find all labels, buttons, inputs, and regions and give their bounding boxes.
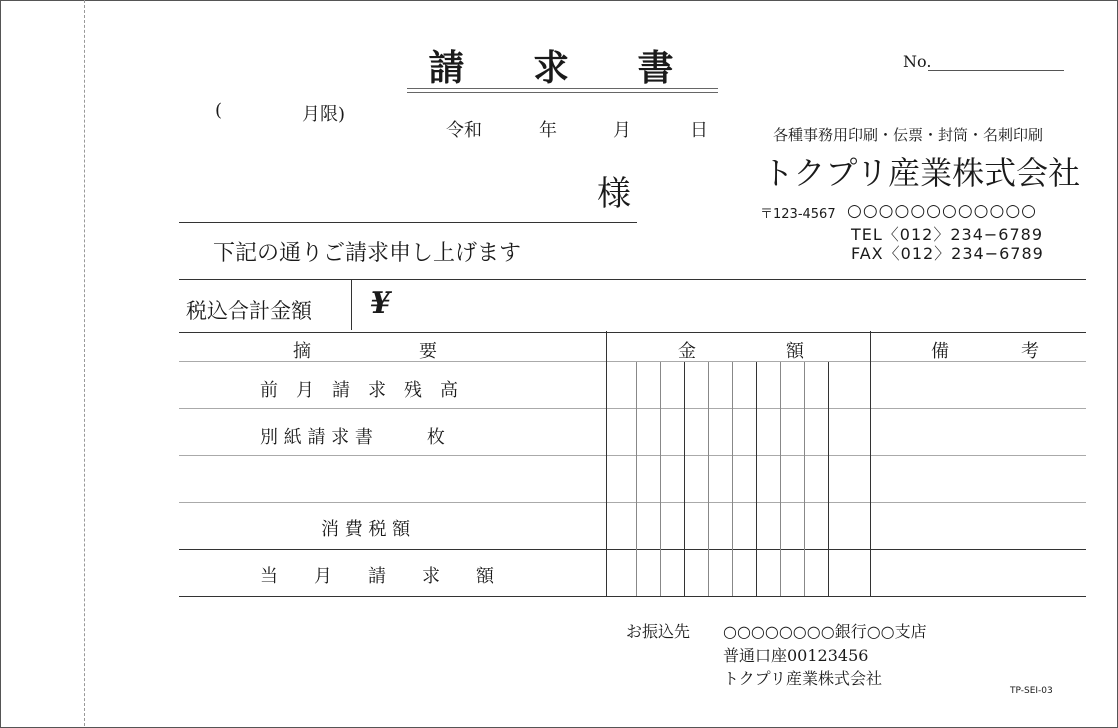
deadline-open-paren: ( <box>215 100 223 121</box>
digit-divider <box>708 362 709 596</box>
date-day-label: 日 <box>690 120 708 141</box>
digit-divider <box>756 362 757 596</box>
digit-divider <box>804 362 805 596</box>
invoice-table <box>179 331 1086 598</box>
date-month-label: 月 <box>613 120 631 141</box>
header-summary: 摘 要 <box>293 341 437 362</box>
issuer-address: ○○○○○○○○○○○○ <box>847 201 1038 221</box>
addressee-line[interactable] <box>179 222 637 223</box>
total-amount-row <box>179 279 1086 333</box>
form-code: TP-SEI-03 <box>1010 686 1053 696</box>
row-current-invoice-amount: 当 月 請 求 額 <box>260 566 494 587</box>
greeting-text: 下記の通りご請求申し上げます <box>213 241 522 266</box>
bank-account: 普通口座00123456 <box>723 646 869 665</box>
issuer-tel: TEL〈012〉234−6789 <box>851 225 1044 244</box>
column-divider-remarks <box>870 331 871 596</box>
digit-divider <box>636 362 637 596</box>
bank-account-holder: トクプリ産業株式会社 <box>723 669 883 688</box>
title-underline-double <box>407 92 718 93</box>
title-underline <box>407 88 718 89</box>
date-year-label: 年 <box>539 120 557 141</box>
invoice-number-field[interactable] <box>928 70 1064 71</box>
digit-divider <box>828 362 829 596</box>
issuer-postal-code: 〒123-4567 <box>760 207 836 222</box>
document-title: 請 求 書 <box>428 47 702 89</box>
table-row-rule <box>179 408 1086 409</box>
table-row-rule <box>179 502 1086 503</box>
issuer-tagline: 各種事務用印刷・伝票・封筒・名刺印刷 <box>773 126 1044 144</box>
total-amount-label: 税込合計金額 <box>186 299 312 323</box>
bank-name: ○○○○○○○○銀行○○支店 <box>723 622 927 641</box>
table-row-rule <box>179 455 1086 456</box>
row-previous-balance: 前 月 請 求 残 高 <box>260 380 458 401</box>
yen-symbol: ¥ <box>370 286 391 321</box>
table-bottom-rule <box>179 596 1086 597</box>
invoice-number-label: No. <box>903 52 932 71</box>
addressee-honorific: 様 <box>597 174 631 214</box>
header-remarks: 備 考 <box>931 341 1039 362</box>
issuer-company-name: トクプリ産業株式会社 <box>762 154 1081 192</box>
row-attached-invoices: 別 紙 請 求 書 枚 <box>260 427 445 448</box>
total-amount-divider <box>351 280 352 330</box>
bank-transfer-label: お振込先 <box>626 622 691 641</box>
issuer-fax: FAX〈012〉234−6789 <box>851 244 1044 263</box>
digit-divider <box>732 362 733 596</box>
deadline-label: 月限) <box>302 104 346 125</box>
header-amount: 金 額 <box>678 341 804 362</box>
digit-divider <box>780 362 781 596</box>
column-divider-amount <box>606 331 607 596</box>
digit-divider <box>660 362 661 596</box>
date-era: 令和 <box>446 120 482 141</box>
perforation-line <box>84 0 85 726</box>
digit-divider <box>684 362 685 596</box>
row-consumption-tax: 消 費 税 額 <box>321 519 411 540</box>
table-row-rule <box>179 549 1086 550</box>
